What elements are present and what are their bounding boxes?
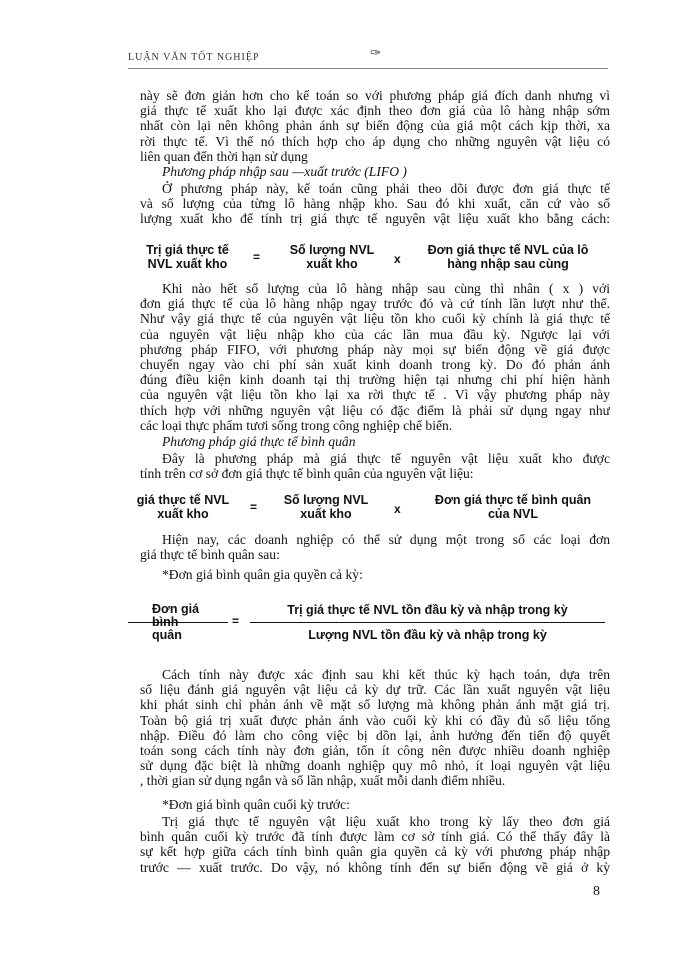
formula3-numerator: Trị giá thực tế NVL tồn đầu kỳ và nhập trong kỳ bbox=[287, 603, 568, 617]
text-line: Như vậy giá thực tế của nguyên vật liệu tồn kho cuối kỳ chính là giá thực tế bbox=[140, 311, 610, 327]
paragraph-average bbox=[140, 451, 610, 481]
text-line: giá thực tế bình quân sau: bbox=[140, 547, 280, 563]
text-line: phương pháp FIFO, với phương pháp này mọi sự biến động về giá được bbox=[140, 341, 610, 357]
formula-text: quân bbox=[152, 628, 182, 642]
fraction-rule-left bbox=[128, 622, 228, 623]
formula1-mid bbox=[272, 243, 392, 271]
running-header: LUẬN VĂN TỐT NGHIỆP bbox=[128, 52, 260, 63]
page-number: 8 bbox=[593, 884, 600, 899]
text-line: tính trên cơ sở đơn giá thực tế bình quân của nguyên vật liệu: bbox=[140, 466, 474, 482]
paragraph-lifo-detail bbox=[140, 281, 610, 433]
formula-text: xuất kho bbox=[300, 507, 352, 521]
text-line: thích hợp với những nguyên vật liệu có đặc điểm là phải sử dụng ngay như bbox=[140, 402, 610, 418]
text-line: này sẽ đơn giản hơn cho kế toán so với phương pháp giá đích danh nhưng vì bbox=[140, 88, 610, 103]
formula1-left bbox=[130, 243, 245, 271]
text-line: trước — xuất trước. Do vậy, nó không tính đến sự biến động về giá ở kỳ bbox=[140, 859, 610, 875]
text-line: Hiện nay, các doanh nghiệp có thể sử dụng một trong số các loại đơn bbox=[162, 532, 610, 547]
pen-icon: ✑ bbox=[370, 46, 381, 61]
text-line: của nguyên vật liệu tồn kho lại xa rời thực tế . Vì vậy phương pháp này bbox=[140, 387, 610, 403]
text-line: Ở phương pháp này, kế toán cũng phải theo dõi được đơn giá thực tế bbox=[162, 181, 610, 196]
formula-text: xuất kho bbox=[306, 257, 358, 271]
paragraph-previous-period bbox=[140, 814, 610, 875]
paragraph-lifo bbox=[140, 181, 610, 227]
header-rule bbox=[128, 68, 608, 69]
times-sign: x bbox=[394, 252, 401, 266]
text-line: lượng xuất kho để tính trị giá thực tế nguyên vật liệu xuất kho bằng cách: bbox=[140, 211, 610, 227]
text-line: liên quan đến thời hạn sử dụng bbox=[140, 148, 308, 164]
equals-sign: = bbox=[232, 614, 240, 628]
text-line: các loại thực phẩm tươi sống trong công nghiệp chế biến. bbox=[140, 417, 453, 433]
formula2-mid bbox=[266, 493, 386, 521]
times-sign: x bbox=[394, 502, 401, 516]
formula-text: Số lượng NVL bbox=[283, 493, 369, 507]
equals-sign: = bbox=[253, 250, 261, 264]
text-line: số liệu đánh giá nguyên vật liệu cả kỳ dự trữ. Các lần xuất nguyên vật liệu bbox=[140, 682, 610, 698]
text-line: Toàn bộ giá trị xuất được phản ánh vào cuối kỳ khi có đầy đủ số liệu tổng bbox=[140, 712, 610, 728]
text-line: đơn giá thực tế của lô hàng nhập ngay trước đó và cứ tính lần lượt như thế. bbox=[140, 296, 610, 312]
bullet-weighted-average bbox=[162, 567, 602, 582]
paragraph-weighted-explain bbox=[140, 667, 610, 789]
bullet-text: *Đơn giá bình quân gia quyền cả kỳ: bbox=[162, 567, 363, 582]
formula-text: Đơn giá thực tế NVL của lô bbox=[427, 243, 589, 257]
formula-text: xuất kho bbox=[157, 507, 209, 521]
formula-text: Đơn giá bbox=[152, 602, 200, 616]
text-line: , thời gian sử dụng ngắn và số lần nhập, xuất mỗi danh điểm nhiều. bbox=[140, 773, 506, 789]
formula-text: giá thực tế NVL bbox=[136, 493, 230, 507]
heading-average bbox=[162, 434, 602, 449]
text-line: rời thực tế. Vì thế nó thích hợp cho áp dụng cho những nguyên vật liệu có bbox=[140, 133, 610, 149]
text-line: sự kết hợp giữa cách tính bình quân gia quyền cả kỳ với phương pháp nhập bbox=[140, 844, 610, 860]
text-line: và số lượng của từng lô hàng nhập kho. Sau đó khi xuất, căn cứ vào số bbox=[140, 196, 610, 212]
paragraph-fifo-end bbox=[140, 88, 610, 164]
heading-text: Phương pháp giá thực tế bình quân bbox=[162, 434, 356, 449]
formula-text: của NVL bbox=[487, 507, 538, 521]
text-line: nhập. Điều đó làm cho công việc bị dồn lại, ảnh hưởng đến tiến độ quyết bbox=[140, 727, 610, 743]
equals-sign: = bbox=[250, 500, 258, 514]
formula-text: Đơn giá thực tế bình quân bbox=[434, 493, 592, 507]
text-line: bình quân cuối kỳ trước đã tính được làm cơ sở tính giá. Có thể thấy đây là bbox=[140, 829, 610, 845]
text-line: Cách tính này được xác định sau khi kết thúc kỳ hạch toán, dựa trên bbox=[162, 667, 610, 682]
formula-text: hàng nhập sau cùng bbox=[447, 257, 569, 271]
formula2-left bbox=[128, 493, 238, 521]
bullet-previous-period bbox=[162, 797, 602, 812]
text-line: nhất còn lại nên không phản ánh sự biến động của giá một cách kịp thời, xa bbox=[140, 118, 610, 134]
text-line: chuyển ngay vào chi phí sản xuất kinh doanh trong kỳ. Do đó phản ánh bbox=[140, 357, 610, 373]
heading-lifo bbox=[162, 164, 602, 179]
text-line: Khi nào hết số lượng của lô hàng nhập sau cùng thì nhân ( x ) với bbox=[162, 281, 610, 296]
text-line: Trị giá thực tế nguyên vật liệu xuất kho trong kỳ lấy theo đơn giá bbox=[162, 814, 610, 829]
text-line: của nguyên vật liệu nhập kho của các lần mua đầu kỳ. Ngược lại với bbox=[140, 326, 610, 342]
paragraph-types bbox=[140, 532, 610, 562]
formula-text: NVL xuất kho bbox=[147, 257, 228, 271]
text-line: Đây là phương pháp mà giá thực tế nguyên vật liệu xuất kho được bbox=[162, 451, 610, 466]
formula-text: bình bbox=[152, 615, 179, 629]
text-line: giá thực tế xuất kho lại được xác định theo đơn giá của lô hàng nhập sớm bbox=[140, 103, 610, 119]
text-line: khi phát sinh chỉ phản ánh về mặt số lượng mà không phản ánh mặt giá trị. bbox=[140, 697, 610, 713]
formula2-right bbox=[418, 493, 608, 521]
text-line: toán song cách tính này đơn giản, tốn ít công nên được nhiều doanh nghiệp bbox=[140, 743, 610, 759]
text-line: sử dụng đặc biệt là những doanh nghiệp quy mô nhỏ, ít loại nguyên vật liệu bbox=[140, 758, 610, 774]
formula1-right bbox=[408, 243, 608, 271]
bullet-text: *Đơn giá bình quân cuối kỳ trước: bbox=[162, 797, 350, 812]
text-line: đúng điều kiện kinh doanh tại thị trường hiện tại nhưng chi phí hiện hành bbox=[140, 372, 610, 388]
formula-text: Số lượng NVL bbox=[289, 243, 375, 257]
heading-text: Phương pháp nhập sau —xuất trước (LIFO ) bbox=[162, 164, 407, 179]
fraction-rule bbox=[250, 622, 605, 623]
formula3-denominator: Lượng NVL tồn đầu kỳ và nhập trong kỳ bbox=[308, 628, 547, 642]
formula-text: Trị giá thực tế bbox=[146, 243, 229, 257]
